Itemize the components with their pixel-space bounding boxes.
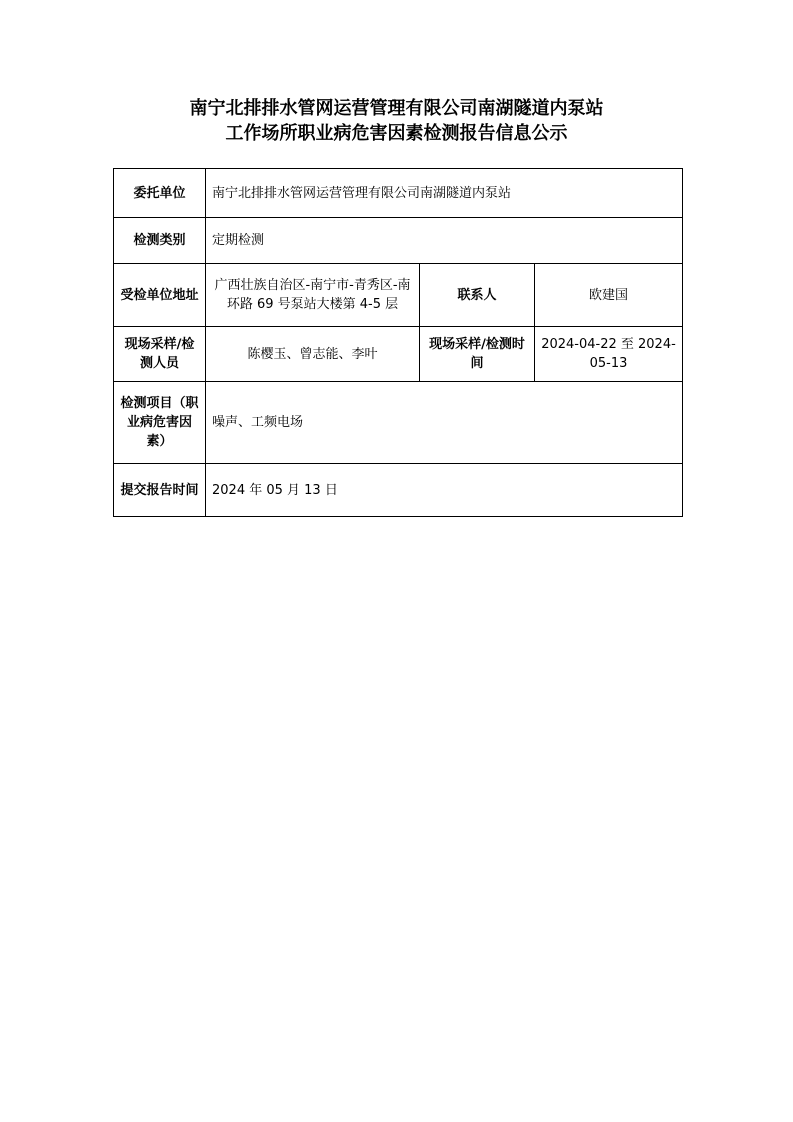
- sampling-time-label: 现场采样/检测时间: [420, 327, 535, 382]
- document-title-line-1: 南宁北排排水管网运营管理有限公司南湖隧道内泵站: [189, 98, 604, 119]
- inspection-type-value: 定期检测: [206, 218, 683, 264]
- address-value: 广西壮族自治区-南宁市-青秀区-南环路 69 号泵站大楼第 4-5 层: [206, 264, 420, 327]
- table-row: [114, 464, 683, 517]
- info-table: [113, 168, 683, 517]
- report-submit-time-value: 2024 年 05 月 13 日: [206, 464, 683, 517]
- address-label: 受检单位地址: [114, 264, 206, 327]
- staff-label: 现场采样/检测人员: [114, 327, 206, 382]
- sampling-time-value: 2024-04-22 至 2024-05-13: [535, 327, 683, 382]
- table-row: [114, 327, 683, 382]
- table-row: [114, 382, 683, 464]
- client-value: 南宁北排排水管网运营管理有限公司南湖隧道内泵站: [206, 169, 683, 218]
- inspection-type-label: 检测类别: [114, 218, 206, 264]
- document-title-line-2: 工作场所职业病危害因素检测报告信息公示: [225, 123, 568, 144]
- test-items-value: 噪声、工频电场: [206, 382, 683, 464]
- report-submit-time-label: 提交报告时间: [114, 464, 206, 517]
- test-items-label: 检测项目（职业病危害因素）: [114, 382, 206, 464]
- table-row: [114, 218, 683, 264]
- table-row: [114, 264, 683, 327]
- contact-value: 欧建国: [535, 264, 683, 327]
- staff-value: 陈樱玉、曾志能、李叶: [206, 327, 420, 382]
- table-row: [114, 169, 683, 218]
- client-label: 委托单位: [114, 169, 206, 218]
- contact-label: 联系人: [420, 264, 535, 327]
